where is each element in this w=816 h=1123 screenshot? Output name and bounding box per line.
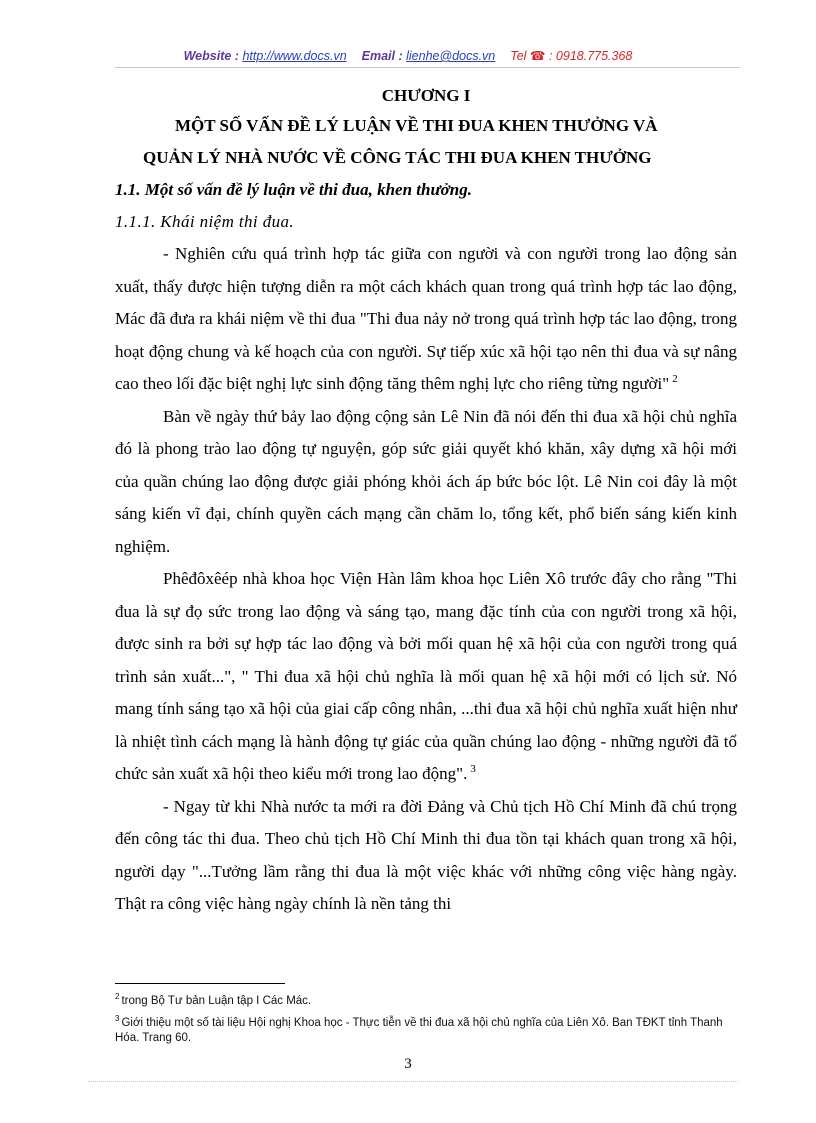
footnote-ref[interactable]: 2 [672,373,678,386]
email-label: Email : [361,49,403,63]
chapter-number: CHƯƠNG I [381,86,471,105]
page-number: 3 [404,1056,412,1072]
paragraph [115,238,737,401]
email-link[interactable]: lienhe@docs.vn [406,49,496,63]
website-label: Website : [183,49,239,63]
main-content [115,82,737,921]
subsection-heading: 1.1.1. Khái niệm thi đua. [115,212,295,231]
footnotes [115,989,737,1048]
paragraph-text: Bàn về ngày thứ bảy lao động cộng sản Lê Nin đã nói đến thi đua xã hội chủ nghĩa đó là phong trào lao động tự nguyện, góp sức giải quyết khó khăn, xây dựng xã hội mới của quần chúng lao động được giải phóng khỏi ách áp bức bóc lột. Lê Nin coi đây là một sáng kiến vĩ đại, chính quyền cách mạng cần chăm lo, tổng kết, phổ biến sáng kiến kinh nghiệm. [115,406,737,556]
chapter-title-line-1: MỘT SỐ VẤN ĐỀ LÝ LUẬN VỀ THI ĐUA KHEN THƯỞNG VÀ [175,116,658,135]
footnote-ref[interactable]: 3 [470,763,476,776]
footnote-separator [115,983,285,984]
website-link[interactable]: http://www.docs.vn [242,49,347,63]
paragraph [115,791,737,921]
footnote-text: trong Bộ Tư bản Luận tập I Các Mác. [121,994,312,1007]
paragraph-text: - Nghiên cứu quá trình hợp tác giữa con người và con người trong lao động sản xuất, thấy được hiện tượng diễn ra một cách khách quan trong quá trình hợp tác lao động, Mác đã đưa ra khái niệm về thi đua "Thi đua nảy nở trong quá trình hợp tác lao động, trong hoạt động chung và kế hoạch của con người. Sự tiếp xúc xã hội tạo nên thi đua và sự nâng cao theo lối đặc biệt nghị lực sinh động tăng thêm nghị lực cho riêng từng người" [115,244,737,393]
footnote-text: Giới thiệu một số tài liệu Hội nghị Khoa học - Thực tiễn về thi đua xã hội chủ nghĩa của Liên Xô. Ban TĐKT tỉnh Thanh Hóa. Trang 60. [115,1016,723,1044]
footer-divider [88,1081,738,1082]
footnote-item [115,989,737,1009]
paragraph-text: - Ngay từ khi Nhà nước ta mới ra đời Đảng và Chủ tịch Hồ Chí Minh đã chú trọng đến công tác thi đua. Theo chủ tịch Hồ Chí Minh thi đua tồn tại khách quan trong xã hội, người dạy "...Tưởng lầm rằng thi đua là một việc khác với những công việc hàng ngày. Thật ra công việc hàng ngày chính là nền tảng thi [115,796,737,913]
section-heading: 1.1. Một số vấn đề lý luận về thi đua, khen thưởng. [115,180,472,199]
tel-value: 0918.775.368 [555,49,633,63]
chapter-title-line-2: QUẢN LÝ NHÀ NƯỚC VỀ CÔNG TÁC THI ĐUA KHEN THƯỞNG [143,148,652,167]
page-header [0,48,816,63]
footnote-mark: 3 [115,1013,120,1023]
paragraph [115,401,737,564]
header-divider [115,67,740,68]
tel-label: Tel ☎ : [510,49,553,63]
footnote-mark: 2 [115,992,120,1001]
footnote-item [115,1011,737,1046]
paragraph [115,563,737,791]
paragraph-text: Phêđôxêép nhà khoa học Viện Hàn lâm khoa học Liên Xô trước đây cho rằng "Thi đua là sự đọ sức trong lao động và sáng tạo, mang đặc tính của con người trong xã hội, được sinh ra bởi sự hợp tác lao động và bởi mối quan hệ xã hội của con người trong quá trình sản xuất...", " Thi đua xã hội chủ nghĩa là mối quan hệ xã hội mới có lịch sử. Nó mang tính sáng tạo xã hội của giai cấp công nhân, ...thi đua xã hội chủ nghĩa xuất hiện như là nhiệt tình cách mạng là hành động tự giác của quần chúng lao động - những người đã tổ chức sản xuất xã hội theo kiểu mới trong lao động". [115,569,737,783]
